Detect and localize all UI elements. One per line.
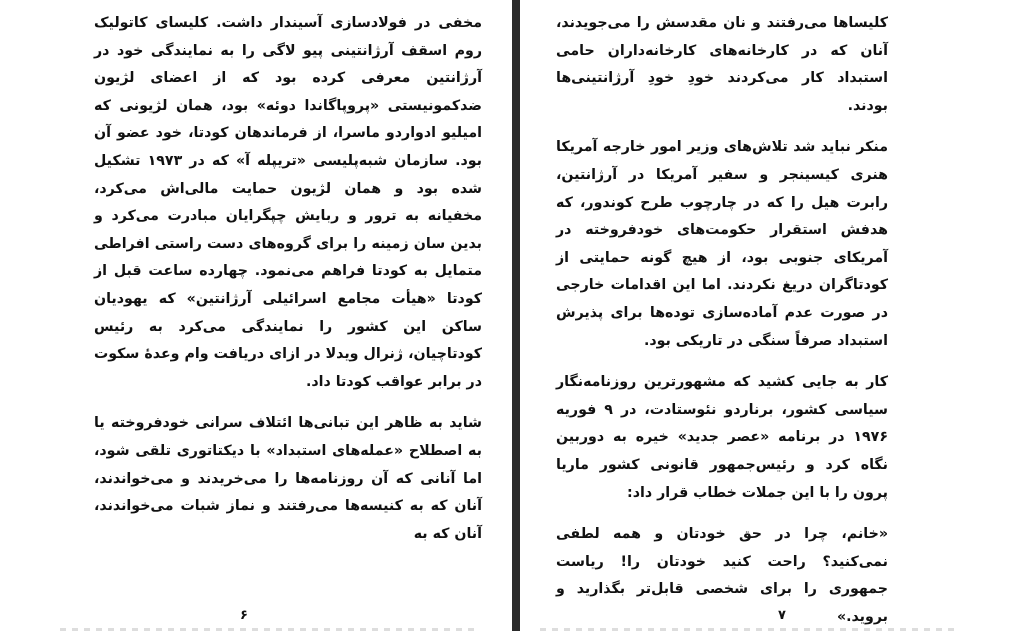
right-paragraph-3: کار به جایی کشید که مشهورترین روزنامه‌نگار سیاسی کشور، برناردو نئوستادت، در ۹ فوریه ۱۹۷۶ در برنامه «عصر جدید» خیره به دوربین نگاه کرد و رئیس‌جمهور قانونی کشور ماریا پرون را با این جملات خطاب قرار داد:	[556, 374, 888, 501]
right-page-number: ۷	[778, 608, 786, 623]
book-spine	[512, 0, 520, 631]
left-paragraph-2: شاید به ظاهر این تبانی‌ها ائتلاف سرانی خودفروخته یا به اصطلاح «عمله‌های استبداد» با دیکتاتوری تلقی شود، اما آنانی که آن روزنامه‌ها را می‌خریدند و می‌خواندند، آنان که به کنیسه‌ها می‌رفتند و نماز شبات می‌خواندند، آنان که به	[94, 415, 482, 542]
left-page-number: ۶	[240, 608, 248, 623]
left-paragraph-1: مخفی در فولادسازی آسیندار داشت. کلیسای کاتولیک روم اسقف آرژانتینی پیو لاگی را به نمایندگی خود در آرژانتین معرفی کرده بود که از اعضای لژیون ضدکمونیستی «پروپاگاندا دوئه» بود، همان لژیونی که امیلیو ادواردو ماسرا، از فرماندهان کودتا، خود عضو آن بود. سازمان شبه‌پلیسی «تریپله آ» که در ۱۹۷۳ تشکیل شده بود و همان لژیون حمایت مالی‌اش می‌کرد، مخفیانه به ترور و ربایش چپگرایان مبادرت می‌کرد و بدین سان زمینه را برای گروه‌های دست راستی افراطی متمایل به کودتا فراهم می‌نمود. چهارده ساعت قبل از کودتا «هیأت مجامع اسرائیلی آرژانتین» که یهودیان ساکن این کشور را نمایندگی می‌کرد به رئیس کودتاچیان، ژنرال ویدلا در ازای دریافت وام وعدهٔ سکوت در برابر عواقب کودتا داد.	[94, 15, 482, 390]
right-paragraph-quote: «خانم، چرا در حق خودتان و همه لطفی نمی‌کنید؟ راحت کنید خودتان را! ریاست جمهوری را برای شخصی قابل‌تر بگذارید و بروید.»	[556, 526, 888, 625]
right-paragraph-1: کلیساها می‌رفتند و نان مقدسش را می‌جویدند، آنان که در کارخانه‌های کارخانه‌داران حامی استبداد کار می‌کردند خودِ خودِ آرژانتینی‌ها بودند.	[556, 15, 888, 114]
right-paragraph-2: منکر نباید شد تلاش‌های وزیر امور خارجه آمریکا هنری کیسینجر و سفیر آمریکا در آرژانتین، رابرت هیل را که در چارچوب طرح کوندور، که هدفش استقرار حکومت‌های خودفروخته در آمریکای جنوبی بود، از هیچ گونه حمایتی از کودتاگران دریغ نکردند. اما این اقدامات خارجی در صورت عدم آماده‌سازی توده‌ها برای پذیرش استبداد صرفاً سنگی در تاریکی بود.	[556, 139, 888, 349]
right-page	[520, 0, 1024, 631]
